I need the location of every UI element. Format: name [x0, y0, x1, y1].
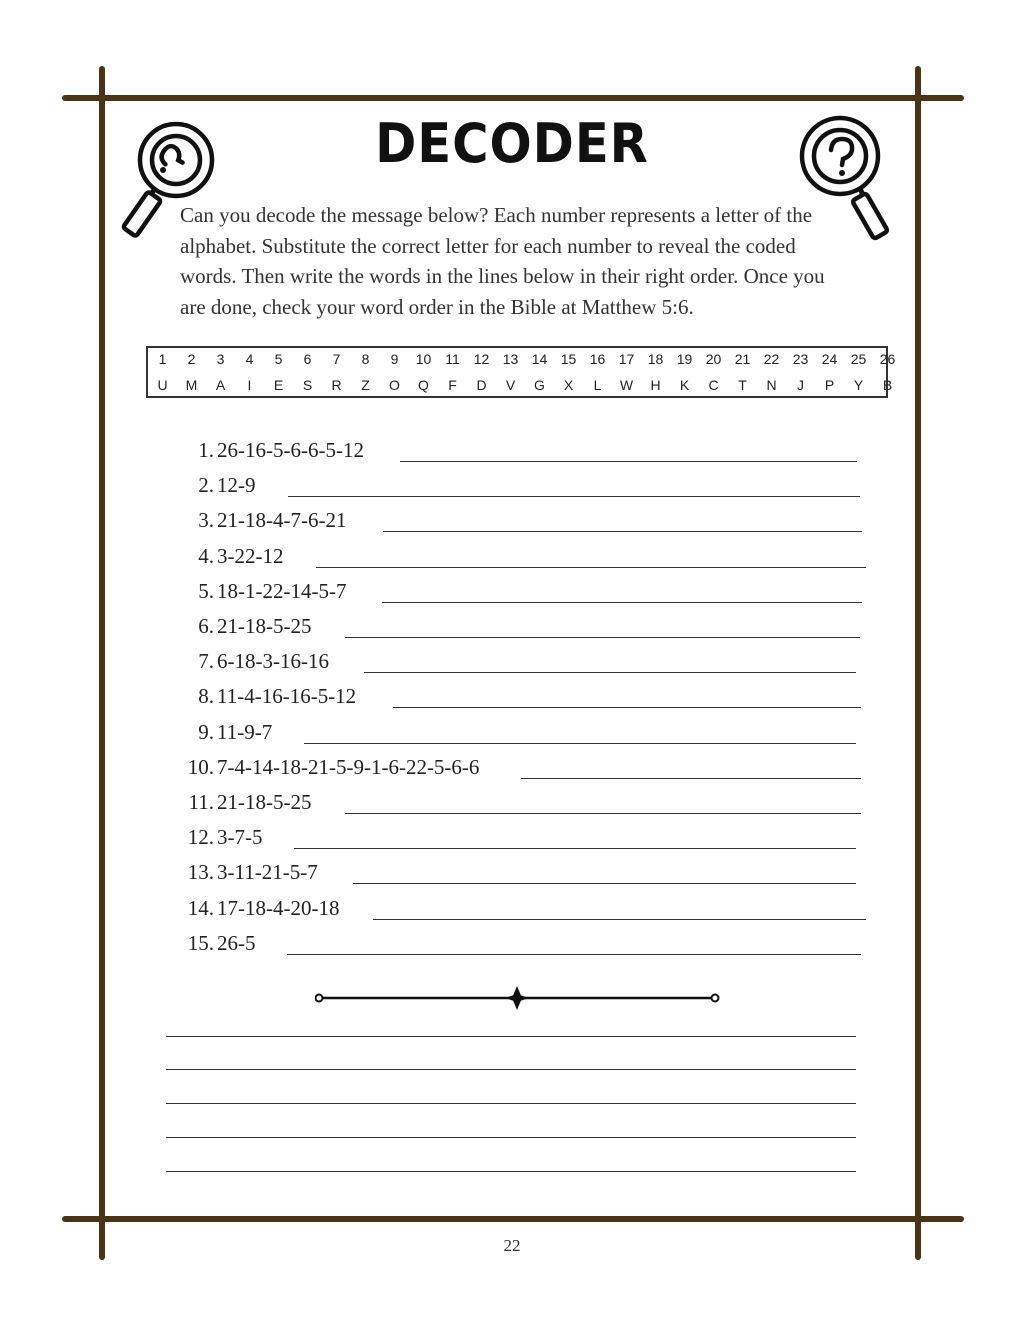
- cipher-letter-cell: J: [797, 377, 804, 393]
- cipher-number-cell: 7: [332, 351, 341, 367]
- item-code: 3-11-21-5-7: [217, 860, 318, 885]
- cipher-letter-cell: F: [448, 377, 457, 393]
- cipher-number-cell: 9: [390, 351, 399, 367]
- answer-line[interactable]: [166, 1069, 856, 1070]
- cipher-letter-cell: Z: [361, 377, 370, 393]
- item-answer-line[interactable]: [364, 672, 856, 673]
- cipher-letter-cell: N: [766, 377, 777, 393]
- item-code: 17-18-4-20-18: [217, 895, 340, 920]
- item-number: 1.: [198, 438, 214, 462]
- cipher-number-cell: 13: [502, 351, 519, 367]
- item-number: 12.: [187, 825, 214, 850]
- answer-line[interactable]: [166, 1137, 856, 1138]
- cipher-number-cell: 15: [560, 351, 577, 367]
- item-answer-line[interactable]: [521, 778, 861, 779]
- coded-word-item: [198, 508, 870, 538]
- cipher-letter-cell: O: [389, 377, 400, 393]
- item-answer-line[interactable]: [316, 567, 866, 568]
- coded-word-item: [188, 790, 870, 820]
- coded-word-item: [198, 543, 870, 574]
- cipher-letter-cell: P: [824, 377, 835, 393]
- frame-left: [99, 66, 105, 1260]
- coded-word-item: [198, 473, 870, 503]
- cipher-number-cell: 19: [676, 351, 693, 367]
- cipher-number-cell: 18: [647, 351, 664, 367]
- cipher-letter-cell: B: [882, 377, 893, 393]
- item-answer-line[interactable]: [383, 531, 862, 532]
- item-code: 21-18-5-25: [217, 790, 312, 814]
- cipher-number-cell: 11: [445, 351, 460, 367]
- frame-right: [915, 66, 921, 1260]
- cipher-letter-cell: R: [331, 377, 342, 393]
- cipher-number-cell: 24: [821, 351, 838, 367]
- cipher-letter-cell: D: [476, 377, 487, 393]
- answer-line[interactable]: [166, 1171, 856, 1172]
- item-number: 3.: [198, 508, 214, 533]
- coded-word-item: [187, 825, 870, 855]
- cipher-number-row: [148, 351, 896, 375]
- item-code: 26-16-5-6-6-5-12: [217, 438, 364, 462]
- cipher-letter-row: [148, 377, 893, 401]
- coded-word-item: [198, 438, 870, 468]
- cipher-number-cell: 10: [415, 351, 432, 367]
- item-number: 9.: [198, 719, 214, 744]
- item-code: 3-22-12: [217, 543, 284, 568]
- coded-word-item: [198, 649, 870, 679]
- item-code: 21-18-5-25: [217, 614, 312, 638]
- coded-word-item: [198, 684, 870, 714]
- cipher-number-cell: 3: [216, 351, 225, 367]
- cipher-number-cell: 12: [473, 351, 490, 367]
- item-answer-line[interactable]: [353, 883, 856, 884]
- coded-word-item: [187, 754, 870, 785]
- cipher-number-cell: 21: [734, 351, 751, 367]
- item-code: 12-9: [217, 473, 256, 498]
- cipher-letter-cell: X: [563, 377, 574, 393]
- cipher-number-cell: 17: [618, 351, 635, 367]
- cipher-letter-cell: H: [650, 377, 661, 393]
- page-number: 22: [503, 1236, 521, 1255]
- cipher-letter-cell: T: [738, 377, 747, 393]
- cipher-key-table: [146, 346, 896, 398]
- item-number: 6.: [198, 614, 214, 638]
- cipher-number-cell: 5: [274, 351, 283, 367]
- cipher-number-cell: 6: [303, 351, 312, 367]
- item-number: 4.: [198, 543, 214, 568]
- cipher-number-cell: 2: [187, 351, 196, 367]
- cipher-number-cell: 1: [158, 351, 167, 367]
- answer-line[interactable]: [166, 1103, 856, 1104]
- cipher-number-cell: 25: [850, 351, 867, 367]
- item-number: 15.: [187, 930, 214, 955]
- cipher-letter-cell: I: [247, 377, 252, 393]
- cipher-letter-cell: G: [534, 377, 545, 393]
- item-code: 7-4-14-18-21-5-9-1-6-22-5-6-6: [217, 754, 480, 779]
- item-answer-line[interactable]: [393, 707, 861, 708]
- cipher-number-cell: 4: [245, 351, 254, 367]
- item-answer-line[interactable]: [294, 848, 856, 849]
- item-answer-line[interactable]: [345, 637, 860, 638]
- item-answer-line[interactable]: [382, 602, 862, 603]
- cipher-number-cell: 14: [531, 351, 548, 367]
- cipher-letter-cell: M: [185, 377, 198, 393]
- coded-word-item: [187, 930, 870, 961]
- item-number: 8.: [198, 684, 214, 709]
- item-answer-line[interactable]: [304, 743, 856, 744]
- cipher-letter-cell: W: [619, 377, 634, 393]
- instructions-text: Can you decode the message below? Each number represents a letter of the alphabet. Substitute the correct letter for each number to reveal the coded words. Then write the words in the lines below in their right order. Once you are done, check your word order in the Bible at Matthew 5:6.: [180, 203, 825, 319]
- item-answer-line[interactable]: [287, 954, 861, 955]
- item-number: 7.: [198, 649, 214, 674]
- item-number: 5.: [198, 578, 214, 603]
- cipher-number-cell: 20: [705, 351, 722, 367]
- cipher-number-cell: 16: [589, 351, 606, 367]
- item-number: 11.: [188, 790, 214, 814]
- cipher-number-cell: 22: [763, 351, 780, 367]
- item-code: 18-1-22-14-5-7: [217, 578, 347, 603]
- item-number: 2.: [198, 473, 214, 498]
- coded-word-item: [187, 860, 870, 890]
- cipher-letter-cell: L: [593, 377, 602, 393]
- coded-word-item: [198, 719, 870, 750]
- cipher-number-cell: 26: [879, 351, 896, 367]
- page-title: DECODER: [375, 112, 649, 175]
- cipher-letter-cell: C: [708, 377, 719, 393]
- item-answer-line[interactable]: [373, 919, 866, 920]
- cipher-letter-cell: S: [302, 377, 313, 393]
- frame-bottom: [62, 1216, 964, 1222]
- diamond-divider: [315, 985, 721, 1016]
- answer-line[interactable]: [166, 1036, 856, 1037]
- item-code: 21-18-4-7-6-21: [217, 508, 347, 533]
- coded-word-item: [198, 578, 870, 609]
- item-number: 10.: [187, 754, 214, 779]
- cipher-letter-cell: A: [215, 377, 226, 393]
- item-code: 6-18-3-16-16: [217, 649, 329, 674]
- cipher-letter-cell: U: [157, 377, 168, 393]
- item-code: 3-7-5: [217, 825, 263, 850]
- item-code: 26-5: [217, 930, 256, 955]
- item-number: 14.: [187, 895, 214, 920]
- cipher-number-cell: 8: [361, 351, 370, 367]
- item-answer-line[interactable]: [400, 461, 857, 462]
- cipher-letter-cell: Y: [853, 377, 864, 393]
- item-answer-line[interactable]: [345, 813, 861, 814]
- item-answer-line[interactable]: [288, 496, 860, 497]
- coded-word-item: [198, 614, 870, 644]
- cipher-letter-cell: Q: [418, 377, 429, 393]
- item-code: 11-4-16-16-5-12: [217, 684, 357, 709]
- frame-top: [62, 95, 964, 101]
- cipher-letter-cell: K: [679, 377, 690, 393]
- cipher-number-cell: 23: [792, 351, 809, 367]
- item-code: 11-9-7: [217, 719, 273, 744]
- item-number: 13.: [187, 860, 214, 885]
- coded-word-item: [187, 895, 870, 926]
- cipher-letter-cell: V: [505, 377, 516, 393]
- cipher-letter-cell: E: [273, 377, 284, 393]
